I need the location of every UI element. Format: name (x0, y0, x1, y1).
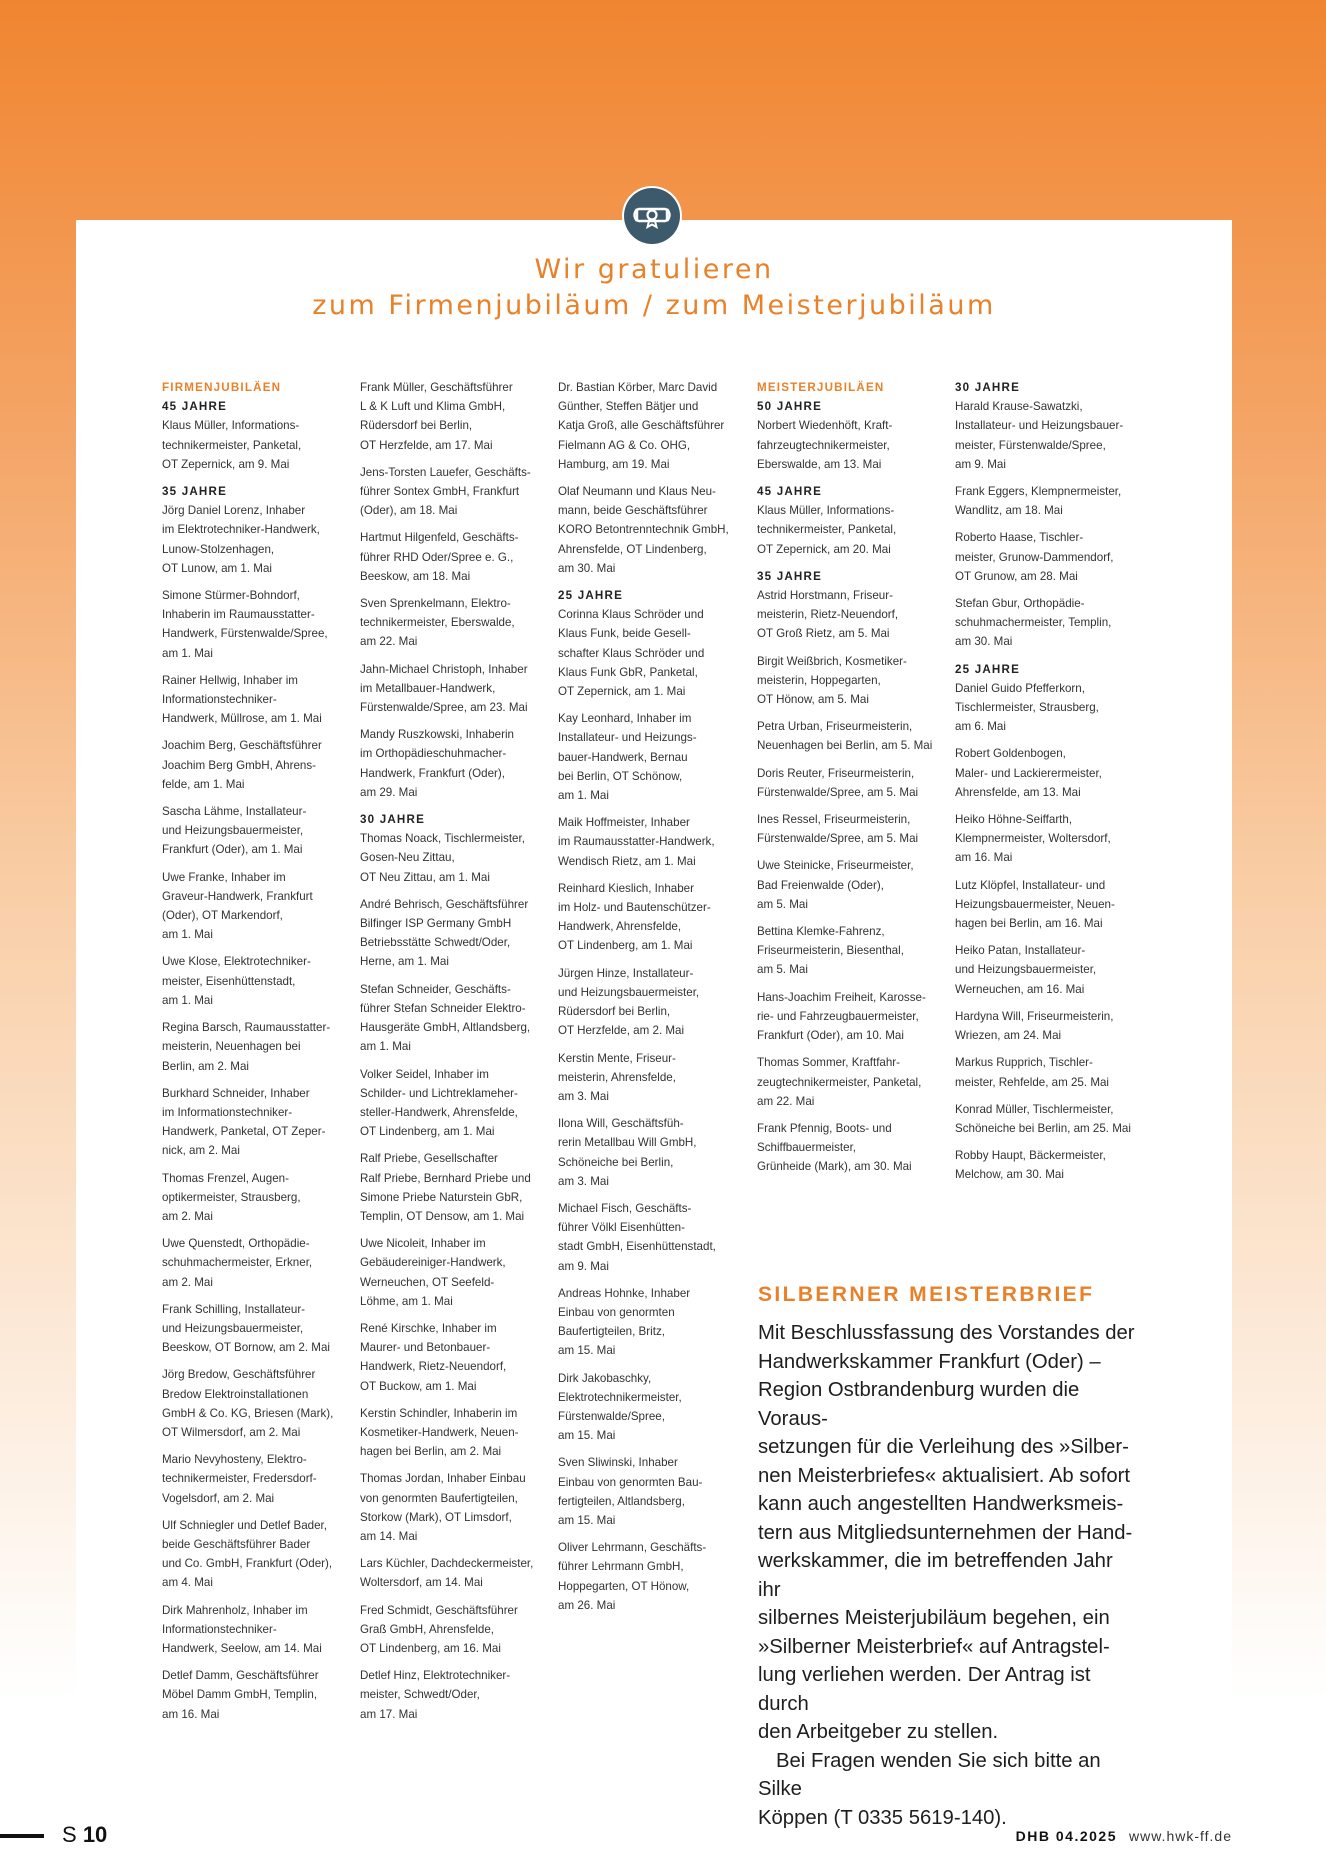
list-item: Olaf Neumann und Klaus Neu- mann, beide Geschäftsführer KORO Betontrenntechnik GmbH, Ahrensfelde, OT Lindenberg, am 30. Mai (558, 485, 729, 575)
list-item: Uwe Steinicke, Friseurmeister, Bad Freienwalde (Oder), am 5. Mai (757, 859, 914, 911)
list-item: Frank Müller, Geschäftsführer L & K Luft und Klima GmbH, Rüdersdorf bei Berlin, OT Herzfelde, am 17. Mai (360, 381, 513, 452)
list-item: Detlef Damm, Geschäftsführer Möbel Damm GmbH, Templin, am 16. Mai (162, 1669, 319, 1721)
list-item: Doris Reuter, Friseurmeisterin, Fürstenwalde/Spree, am 5. Mai (757, 766, 919, 799)
list-item: Konrad Müller, Tischlermeister, Schöneiche bei Berlin, am 25. Mai (955, 1102, 1131, 1135)
silberner-meisterbrief-heading: SILBERNER MEISTERBRIEF (758, 1283, 1095, 1306)
list-item: Robert Goldenbogen, Maler- und Lackierermeister, Ahrensfelde, am 13. Mai (955, 747, 1102, 799)
list-item: Fred Schmidt, Geschäftsführer Graß GmbH, Ahrensfelde, OT Lindenberg, am 16. Mai (360, 1603, 518, 1655)
list-item: Ines Ressel, Friseurmeisterin, Fürstenwalde/Spree, am 5. Mai (757, 813, 919, 846)
list-item: Sven Sliwinski, Inhaber Einbau von genormten Bau- fertigteilen, Altlandsberg, am 15. Mai (558, 1456, 703, 1527)
list-item: Simone Stürmer-Bohndorf, Inhaberin im Raumausstatter- Handwerk, Fürstenwalde/Spree, am 1. Mai (162, 589, 328, 660)
year-heading: 25 JAHRE (558, 589, 624, 603)
list-item: Regina Barsch, Raumausstatter- meisterin, Neuenhagen bei Berlin, am 2. Mai (162, 1021, 331, 1073)
list-item: Klaus Müller, Informations- technikermeister, Panketal, OT Zepernick, am 9. Mai (162, 419, 302, 471)
list-item: Klaus Müller, Informations- technikermeister, Panketal, OT Zepernick, am 20. Mai (757, 504, 897, 556)
year-heading: 45 JAHRE (757, 485, 823, 499)
list-item: Thomas Noack, Tischlermeister, Gosen-Neu Zittau, OT Neu Zittau, am 1. Mai (360, 832, 525, 884)
list-item: Hans-Joachim Freiheit, Karosse- rie- und Fahrzeugbauermeister, Frankfurt (Oder), am 10. Mai (757, 990, 926, 1043)
list-item: Kay Leonhard, Inhaber im Installateur- und Heizungs- bauer-Handwerk, Bernau bei Berlin, OT Schönow, am 1. Mai (558, 712, 697, 803)
list-item: Mandy Ruszkowski, Inhaberin im Orthopädieschuhmacher- Handwerk, Frankfurt (Oder), am 29. Mai (360, 728, 515, 799)
list-item: Heiko Höhne-Seiffarth, Klempnermeister, Woltersdorf, am 16. Mai (955, 813, 1111, 865)
list-item: Bettina Klemke-Fahrenz, Friseurmeisterin, Biesenthal, am 5. Mai (757, 925, 904, 977)
list-item: Thomas Jordan, Inhaber Einbau von genormten Baufertigteilen, Storkow (Mark), OT Limsdorf, am 14. Mai (360, 1472, 526, 1543)
page-number-value: 10 (82, 1822, 108, 1847)
list-item: Uwe Franke, Inhaber im Graveur-Handwerk, Frankfurt (Oder), OT Markendorf, am 1. Mai (162, 870, 313, 942)
list-item: Stefan Schneider, Geschäfts- führer Stefan Schneider Elektro- Hausgeräte GmbH, Altlandsberg, am 1. Mai (360, 982, 531, 1054)
list-item: Frank Eggers, Klempnermeister, Wandlitz, am 18. Mai (955, 485, 1122, 518)
list-item: Hartmut Hilgenfeld, Geschäfts- führer RHD Oder/Spree e. G., Beeskow, am 18. Mai (360, 531, 519, 583)
issue-label: DHB 04.2025 (1015, 1828, 1117, 1844)
year-heading: 30 JAHRE (360, 813, 426, 827)
title-line-1: Wir gratulieren (534, 254, 774, 285)
list-item: Frank Schilling, Installateur- und Heizungsbauermeister, Beeskow, OT Bornow, am 2. Mai (162, 1302, 330, 1355)
list-item: Michael Fisch, Geschäfts- führer Völkl Eisenhütten- stadt GmbH, Eisenhüttenstadt, am 9. Mai (558, 1201, 716, 1273)
list-item: Daniel Guido Pfefferkorn, Tischlermeister, Strausberg, am 6. Mai (955, 681, 1099, 734)
section-heading-firmenjubilaeen: FIRMENJUBILÄEN (162, 381, 282, 394)
list-item: Robby Haupt, Bäckermeister, Melchow, am 30. Mai (955, 1149, 1106, 1182)
year-heading: 50 JAHRE (757, 400, 823, 414)
list-item: Lutz Klöpfel, Installateur- und Heizungsbauermeister, Neuen- hagen bei Berlin, am 16. Mai (955, 878, 1115, 931)
list-item: Markus Rupprich, Tischler- meister, Rehfelde, am 25. Mai (955, 1056, 1110, 1089)
list-item: Harald Krause-Sawatzki, Installateur- und Heizungsbauer- meister, Fürstenwalde/Spree, am 9. Mai (955, 400, 1124, 471)
contact-text: Bei Fragen wenden Sie sich bitte an Silke Köppen (T 0335 5619-140). (758, 1749, 1101, 1829)
page-prefix: S (62, 1822, 77, 1847)
list-item: Andreas Hohnke, Inhaber Einbau von genormten Baufertigteilen, Britz, am 15. Mai (558, 1286, 691, 1358)
list-item: Hardyna Will, Friseurmeisterin, Wriezen, am 24. Mai (955, 1009, 1114, 1043)
list-item: Roberto Haase, Tischler- meister, Grunow-Dammendorf, OT Grunow, am 28. Mai (955, 531, 1114, 583)
list-item: Jahn-Michael Christoph, Inhaber im Metallbauer-Handwerk, Fürstenwalde/Spree, am 23. Mai (360, 662, 528, 715)
list-item: Jörg Bredow, Geschäftsführer Bredow Elektroinstallationen GmbH & Co. KG, Briesen (Mark), OT Wilmersdorf, am 2. Mai (162, 1368, 334, 1439)
list-item: Ilona Will, Geschäftsfüh- rerin Metallbau Will GmbH, Schöneiche bei Berlin, am 3. Mai (558, 1117, 697, 1188)
list-item: Dr. Bastian Körber, Marc David Günther, Steffen Bätjer und Katja Groß, alle Geschäftsführer Fielmann AG & Co. OHG, Hamburg, am 19. Mai (558, 381, 725, 471)
certificate-scroll-icon (623, 187, 681, 245)
list-item: Petra Urban, Friseurmeisterin, Neuenhagen bei Berlin, am 5. Mai (757, 720, 933, 753)
silberner-meisterbrief-text: Mit Beschlussfassung des Vorstandes der Handwerkskammer Frankfurt (Oder) – Region Ostbrandenburg wurden die Voraus- setzungen für die Verleihung des »Silber- nen Meisterbriefes« aktualisiert. Ab sofort kann auch angestellten Handwerksmeis- tern aus Mitgliedsunternehmen der Hand- werkskammer, die im betreffenden Jahr ihr silbernes Meisterjubiläum begehen, ein »Silberner Meisterbrief« auf Antragstel- lung verliehen werden. Der Antrag ist durch den Arbeitgeber zu stellen. (758, 1322, 1135, 1743)
list-item: Uwe Klose, Elektrotechniker- meister, Eisenhüttenstadt, am 1. Mai (162, 955, 311, 1007)
list-item: Kerstin Schindler, Inhaberin im Kosmetiker-Handwerk, Neuen- hagen bei Berlin, am 2. Mai (360, 1406, 519, 1459)
page-title (76, 252, 1232, 324)
badge (622, 186, 682, 246)
footer-info (1016, 1828, 1232, 1844)
year-heading: 35 JAHRE (162, 485, 228, 499)
list-item: Reinhard Kieslich, Inhaber im Holz- und Bautenschützer- Handwerk, Ahrensfelde, OT Lindenberg, am 1. Mai (558, 881, 711, 953)
list-item: Ralf Priebe, Gesellschafter Ralf Priebe, Bernhard Priebe und Simone Priebe Naturstein GbR, Templin, OT Densow, am 1. Mai (360, 1152, 531, 1223)
list-item: Jörg Daniel Lorenz, Inhaber im Elektrotechniker-Handwerk, Lunow-Stolzenhagen, OT Lunow, am 1. Mai (162, 504, 320, 575)
list-item: Oliver Lehrmann, Geschäfts- führer Lehrmann GmbH, Hoppegarten, OT Hönow, am 26. Mai (558, 1541, 707, 1612)
silberner-meisterbrief-box (758, 1281, 1138, 1832)
website-url[interactable]: www.hwk-ff.de (1129, 1828, 1232, 1844)
list-item: Uwe Quenstedt, Orthopädie- schuhmachermeister, Erkner, am 2. Mai (162, 1237, 313, 1289)
list-item: Heiko Patan, Installateur- und Heizungsbauermeister, Werneuchen, am 16. Mai (955, 944, 1097, 996)
list-item: Jürgen Hinze, Installateur- und Heizungsbauermeister, Rüdersdorf bei Berlin, OT Herzfelde, am 2. Mai (558, 966, 700, 1038)
list-item: Sascha Lähme, Installateur- und Heizungsbauermeister, Frankfurt (Oder), am 1. Mai (162, 805, 307, 857)
column-2 (360, 378, 545, 1732)
list-item: Mario Nevyhosteny, Elektro- technikermeister, Fredersdorf- Vogelsdorf, am 2. Mai (162, 1453, 317, 1505)
list-item: Sven Sprenkelmann, Elektro- technikermeister, Eberswalde, am 22. Mai (360, 597, 515, 649)
title-line-2: zum Firmenjubiläum / zum Meisterjubiläum (312, 290, 996, 321)
list-item: Kerstin Mente, Friseur- meisterin, Ahrensfelde, am 3. Mai (558, 1051, 676, 1103)
list-item: Thomas Frenzel, Augen- optikermeister, Strausberg, am 2. Mai (162, 1171, 301, 1223)
list-item: André Behrisch, Geschäftsführer Bilfinger ISP Germany GmbH Betriebsstätte Schwedt/Oder, Herne, am 1. Mai (360, 897, 529, 969)
list-item: Stefan Gbur, Orthopädie- schuhmachermeister, Templin, am 30. Mai (955, 597, 1112, 649)
list-item: Jens-Torsten Lauefer, Geschäfts- führer Sontex GmbH, Frankfurt (Oder), am 18. Mai (360, 465, 531, 518)
list-item: Norbert Wiedenhöft, Kraft- fahrzeugtechnikermeister, Eberswalde, am 13. Mai (757, 419, 893, 471)
list-item: Joachim Berg, Geschäftsführer Joachim Berg GmbH, Ahrens- felde, am 1. Mai (162, 739, 322, 791)
year-heading: 35 JAHRE (757, 569, 823, 583)
list-item: Burkhard Schneider, Inhaber im Informationstechniker- Handwerk, Panketal, OT Zeper- nick, am 2. Mai (162, 1086, 326, 1158)
list-item: Uwe Nicoleit, Inhaber im Gebäudereiniger-Handwerk, Werneuchen, OT Seefeld- Löhme, am 1. Mai (360, 1237, 506, 1308)
column-4 (757, 378, 942, 1185)
list-item: Lars Küchler, Dachdeckermeister, Woltersdorf, am 14. Mai (360, 1557, 534, 1590)
list-item: Corinna Klaus Schröder und Klaus Funk, beide Gesell- schafter Klaus Schröder und Klaus Funk GbR, Panketal, OT Zepernick, am 1. Mai (558, 608, 705, 699)
year-heading: 45 JAHRE (162, 400, 228, 414)
list-item: Rainer Hellwig, Inhaber im Informationstechniker- Handwerk, Müllrose, am 1. Mai (162, 673, 322, 726)
list-item: Thomas Sommer, Kraftfahr- zeugtechnikermeister, Panketal, am 22. Mai (757, 1056, 922, 1108)
column-1 (162, 378, 347, 1732)
footer-rule (0, 1834, 44, 1838)
list-item: Maik Hoffmeister, Inhaber im Raumausstatter-Handwerk, Wendisch Rietz, am 1. Mai (558, 816, 715, 868)
list-item: Ulf Schniegler und Detlef Bader, beide Geschäftsführer Bader und Co. GmbH, Frankfurt (Oder), am 4. Mai (162, 1518, 333, 1590)
year-heading: 25 JAHRE (955, 662, 1021, 676)
column-5 (955, 378, 1140, 1193)
list-item: Volker Seidel, Inhaber im Schilder- und Lichtreklameher- steller-Handwerk, Ahrensfelde, OT Lindenberg, am 1. Mai (360, 1067, 518, 1139)
list-item: Astrid Horstmann, Friseur- meisterin, Rietz-Neuendorf, OT Groß Rietz, am 5. Mai (757, 589, 899, 641)
list-item: Dirk Jakobaschky, Elektrotechnikermeister, Fürstenwalde/Spree, am 15. Mai (558, 1371, 682, 1443)
list-item: Detlef Hinz, Elektrotechniker- meister, Schwedt/Oder, am 17. Mai (360, 1669, 511, 1721)
list-item: René Kirschke, Inhaber im Maurer- und Betonbauer- Handwerk, Rietz-Neuendorf, OT Buckow, am 1. Mai (360, 1321, 507, 1393)
page-number (62, 1822, 107, 1848)
list-item: Frank Pfennig, Boots- und Schiffbauermeister, Grünheide (Mark), am 30. Mai (757, 1121, 912, 1174)
list-item: Dirk Mahrenholz, Inhaber im Informationstechniker- Handwerk, Seelow, am 14. Mai (162, 1603, 322, 1655)
section-heading-meisterjubilaeen: MEISTERJUBILÄEN (757, 381, 885, 394)
year-heading: 30 JAHRE (955, 381, 1021, 394)
list-item: Birgit Weißbrich, Kosmetiker- meisterin, Hoppegarten, OT Hönow, am 5. Mai (757, 654, 907, 707)
column-3 (558, 378, 743, 1623)
